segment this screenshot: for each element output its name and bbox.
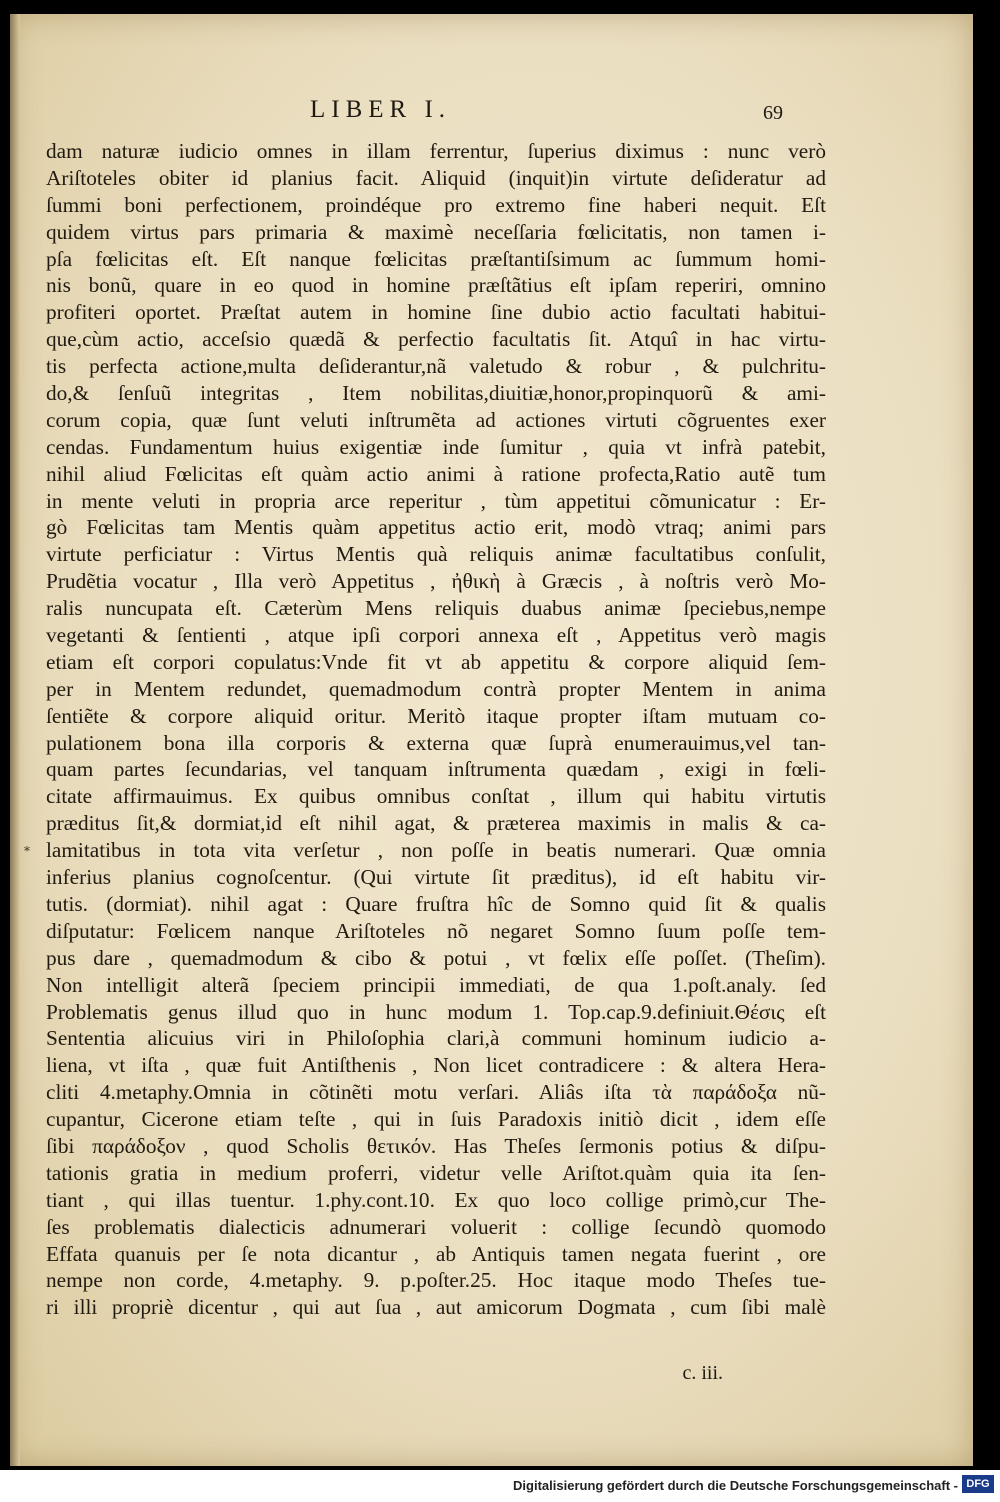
text-line: cliti 4.metaphy.Omnia in cõtinẽti motu verſari. Aliâs iſta τὰ παράδοξα nũ-: [46, 1080, 826, 1105]
digitization-footer: [0, 1470, 1000, 1502]
text-line: inferius planius cognoſcentur. (Qui virtute ſit præditus), id eſt habitu vir-: [46, 865, 826, 890]
text-line: Ariſtoteles obiter id planius facit. Aliquid (inquit)in virtute deſideratur ad: [46, 165, 826, 190]
page-gutter: [10, 14, 20, 1466]
text-line: profiteri oportet. Præſtat autem in homine ſine dubio actio facultati habitui-: [46, 300, 826, 325]
text-line: citate affirmauimus. Ex quibus omnibus conſtat , illum qui habitu virtutis: [46, 784, 826, 809]
text-line: cendas. Fundamentum huius exigentiæ inde ſumitur , quia vt infrà patebit,: [46, 434, 826, 459]
text-line: diſputatur: Fœlicem nanque Ariſtoteles nõ negaret Somno ſuum poſſe tem-: [46, 918, 826, 943]
text-line: pus dare , quemadmodum & cibo & potui , vt fœlix eſſe poſſet. (Theſim).: [46, 945, 826, 970]
text-line: lamitatibus in tota vita verſetur , non poſſe in beatis numerari. Quæ omnia: [46, 838, 826, 863]
text-line: nempe non corde, 4.metaphy. 9. p.poſter.25. Hoc itaque modo Theſes tue-: [46, 1268, 826, 1293]
text-line: ralis nuncupata eſt. Cæterùm Mens reliquis duabus animæ ſpeciebus,nempe: [46, 596, 826, 621]
text-line: nihil aliud Fœlicitas eſt quàm actio animi à ratione profecta,Ratio autẽ tum: [46, 461, 826, 486]
body-text: [46, 138, 826, 1321]
text-line: corum copia, quæ ſunt veluti inſtrumẽta ad actiones virtuti cõgruentes exer: [46, 407, 826, 432]
margin-mark: *: [24, 844, 30, 858]
running-title: LIBER I.: [310, 96, 452, 123]
text-line: Effata quanuis per ſe nota dicantur , ab Antiquis tamen negata fuerint , ore: [46, 1241, 826, 1266]
text-line: præditus ſit,& dormiat,id eſt nihil agat, & præterea maximis in malis & ca-: [46, 811, 826, 836]
text-line: quam partes ſecundarias, vel tanquam inſtrumenta quædam , exigi in fœli-: [46, 757, 826, 782]
text-line: Prudẽtia vocatur , Illa verò Appetitus , ἠθικὴ à Græcis , à noſtris verò Mo-: [46, 569, 826, 594]
text-line: tiant , qui illas tuentur. 1.phy.cont.10. Ex quo loco collige primò,cur The-: [46, 1187, 826, 1212]
dfg-logo: DFG: [962, 1475, 994, 1493]
text-line: ſummi boni perfectionem, proindéque pro extremo fine haberi nequit. Eſt: [46, 192, 826, 217]
text-line: quidem virtus pars primaria & maximè neceſſaria fœlicitatis, non tamen i-: [46, 219, 826, 244]
text-line: que,cùm actio, acceſsio quædã & perfectio facultatis ſit. Atquî in hac virtu-: [46, 327, 826, 352]
text-line: Non intelligit alterã ſpeciem principii immediati, de qua 1.poſt.analy. ſed: [46, 972, 826, 997]
text-line: tutis. (dormiat). nihil agat : Quare fruſtra hîc de Somno quid ſit & qualis: [46, 891, 826, 916]
text-line: do,& ſenſuũ integritas , Item nobilitas,diuitiæ,honor,propinquorũ & ami-: [46, 381, 826, 406]
book-page: [10, 14, 973, 1466]
text-line: pſa fœlicitas eſt. Eſt nanque fœlicitas præſtantiſsimum ac ſummum homi-: [46, 246, 826, 271]
text-line: gò Fœlicitas tam Mentis quàm appetitus actio erit, modò vtraq; animi pars: [46, 515, 826, 540]
text-line: nis bonũ, quare in eo quod in homine præſtãtius eſt ipſam reperiri, omnino: [46, 273, 826, 298]
text-line: tationis gratia in medium proferri, videtur velle Ariſtot.quàm quia ita ſen-: [46, 1160, 826, 1185]
text-line: liena, vt iſta , quæ fuit Antiſthenis , Non licet contradicere : & altera Hera-: [46, 1053, 826, 1078]
text-line: ſes problematis dialecticis adnumerari voluerit : collige ſecundò quomodo: [46, 1214, 826, 1239]
page-number: 69: [763, 102, 783, 124]
text-line: cupantur, Cicerone etiam teſte , qui in ſuis Paradoxis initiò dicit , idem eſſe: [46, 1107, 826, 1132]
catchword: c. iii.: [682, 1362, 723, 1384]
text-line: etiam eſt corpori copulatus:Vnde fit vt ab appetitu & corpore aliquid ſem-: [46, 649, 826, 674]
text-line: Problematis genus illud quo in hunc modum 1. Top.cap.9.definiuit.Θέσις eſt: [46, 999, 826, 1024]
text-line: tis perfecta actione,multa deſiderantur,nã valetudo & robur , & pulchritu-: [46, 354, 826, 379]
text-line: vegetanti & ſentienti , atque ipſi corpori annexa eſt , Appetitus verò magis: [46, 623, 826, 648]
text-line: ſibi παράδοξον , quod Scholis θετικόν. Has Theſes ſermonis potius & diſpu-: [46, 1133, 826, 1158]
text-line: virtute perficiatur : Virtus Mentis quà reliquis animæ facultatibus conſulit,: [46, 542, 826, 567]
text-line: dam naturæ iudicio omnes in illam ferrentur, ſuperius diximus : nunc verò: [46, 139, 826, 163]
page-header: [10, 96, 973, 136]
text-line: pulationem bona illa corporis & externa quæ ſuprà enumerauimus,vel tan-: [46, 730, 826, 755]
text-line: ſentiẽte & corpore aliquid oritur. Meritò itaque propter iſtam mutuam co-: [46, 703, 826, 728]
funding-credit: Digitalisierung gefördert durch die Deutsche Forschungsgemeinschaft -: [513, 1478, 958, 1493]
text-line: Sententia alicuius viri in Philoſophia clari,à communi hominum iudicio a-: [46, 1026, 826, 1051]
text-line: in mente veluti in propria arce reperitur , tùm appetitui cõmunicatur : Er-: [46, 488, 826, 513]
text-line: per in Mentem redundet, quemadmodum contrà propter Mentem in anima: [46, 676, 826, 701]
text-line: ri illi propriè dicentur , qui aut ſua , aut amicorum Dogmata , cum ſibi malè: [46, 1295, 826, 1320]
